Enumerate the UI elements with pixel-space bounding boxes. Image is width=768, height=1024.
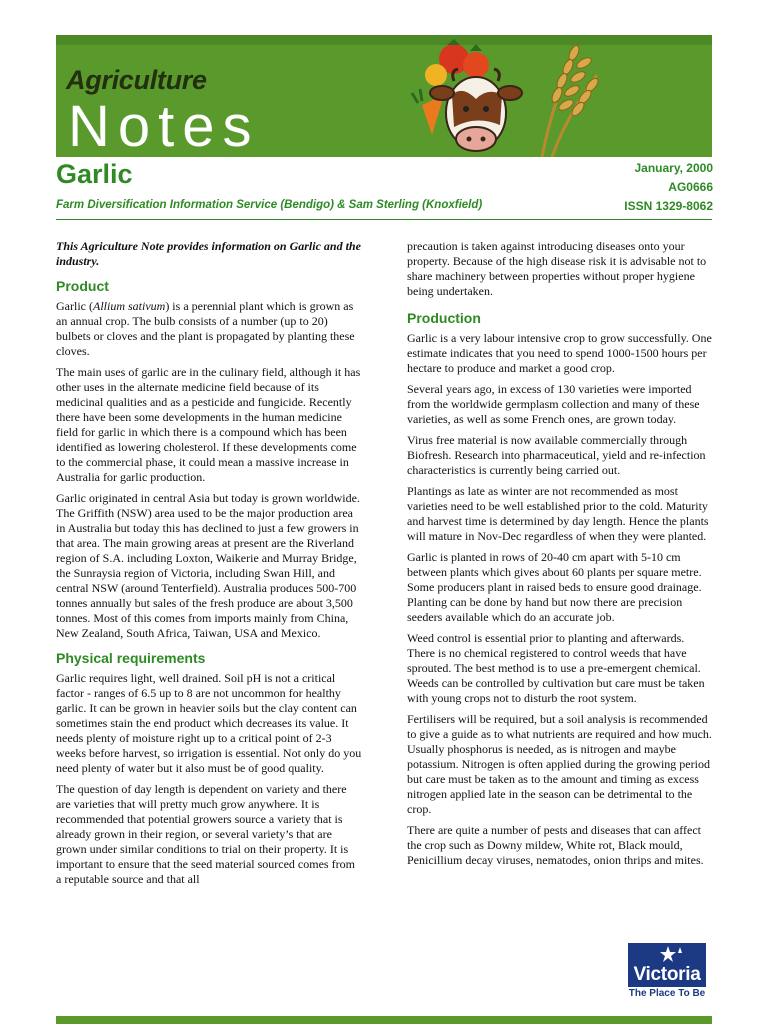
production-paragraph-1: Garlic is a very labour intensive crop to grow successfully. One estimate indicates that you need to spend 1000-1500 hours per hectare to produce and market a good crop. <box>407 331 712 375</box>
issn-number: ISSN 1329-8062 <box>624 199 713 213</box>
document-title: Garlic <box>56 159 133 189</box>
production-paragraph-2: Several years ago, in excess of 130 varieties were imported from the worldwide germplasm collection and many of these varieties, as well as some French ones, are grown today. <box>407 382 700 426</box>
latin-name: Allium sativum <box>92 299 166 313</box>
continued-paragraph: precaution is taken against introducing diseases onto your property. Because of the high disease risk it is advisable not to share machinery between properties without proper hygiene being undertaken. <box>407 239 707 298</box>
intro-paragraph: This Agriculture Note provides information on Garlic and the industry. <box>56 239 361 268</box>
title-divider <box>56 219 712 220</box>
banner-series-title: Notes <box>68 94 260 157</box>
production-paragraph-6: Weed control is essential prior to planting and afterwards. There is no chemical registered to control weeds that have sprouted. The best method is to use a pre-emergent chemical. Weeds can be controlled by cultivation but care must be taken with young crops not to disturb the root system. <box>407 631 705 705</box>
footer-bar <box>56 1016 712 1024</box>
product-paragraph-1: Garlic (Allium sativum) is a perennial plant which is grown as an annual crop. The bulb consists of a number (up to 20) bulbets or cloves and the plant is propagated by planting these cloves. <box>56 299 355 358</box>
publication-date: January, 2000 <box>634 161 713 175</box>
banner-brand: Agriculture <box>66 65 207 95</box>
left-column <box>56 239 362 893</box>
victoria-tagline: The Place To Be <box>628 988 706 999</box>
production-paragraph-5: Garlic is planted in rows of 20-40 cm apart with 5-10 cm between plants which gives about 60 plants per square metre. Some producers plant in raised beds to ensure good drainage. Planting can be done by hand but now there are precision seeders available which do an accurate job. <box>407 550 702 624</box>
farm-produce-illustration <box>392 35 602 157</box>
tomato-icon <box>463 52 489 78</box>
physical-paragraph-2: The question of day length is dependent on variety and there are varieties that will pretty much grow anywhere. It is recommended that potential growers source a variety that is already grown in their region, or several variety’s that are grown under similar conditions to trial on their property. It is important to ensure that the seed material sourced comes from a reputable source and that all <box>56 782 355 886</box>
production-paragraph-8: There are quite a number of pests and diseases that can affect the crop such as Downy mildew, White rot, Black mould, Penicillium decay viruses, nematodes, onion thrips and mites. <box>407 823 704 867</box>
header-banner <box>56 35 712 157</box>
product-paragraph-2: The main uses of garlic are in the culinary field, although it has other uses in the alternate medicine field because of its medicinal qualities and as a pesticide and fungicide. Recently there have been some developments in the human medicine field for garlic in which there is a compound which has been identified as lowering cholesterol. If these developments come to the commercial phase, it could mean a massive increase in Australia for garlic production. <box>56 365 361 484</box>
physical-requirements-heading: Physical requirements <box>56 650 206 666</box>
production-heading: Production <box>407 310 481 326</box>
physical-paragraph-1: Garlic requires light, well drained. Soil pH is not a critical factor - ranges of 6.5 up to 8 are not uncommon for healthy garlic. It can be grown in heavier soils but the clay content can sometimes stain the end product which decreases its value. It needs plenty of moisture right up to a critical point of 2-3 weeks before harvest, so irrigation is essential. Not only do you need plenty of water but it also must be of good quality. <box>56 671 362 775</box>
victoria-logo <box>628 943 706 1001</box>
victoria-wordmark: Victoria <box>633 964 701 985</box>
production-paragraph-7: Fertilisers will be required, but a soil analysis is recommended to give a guide as to what nutrients are required and how much. Usually phosphorus is needed, as is nitrogen and maybe potassium. Nitrogen is often applied during the growing period but care must be taken as to the amount and timing as excess nitrogen applied late in the season can be detrimental to the crop. <box>407 712 712 816</box>
right-column <box>407 239 713 874</box>
production-paragraph-3: Virus free material is now available commercially through Biofresh. Research into pharmaceutical, yield and re-infection characteristics is currently being carried out. <box>407 433 706 477</box>
fruit-icon <box>425 64 447 86</box>
document-code: AG0666 <box>668 180 713 194</box>
wheat-icon <box>542 44 600 157</box>
carrot-icon <box>422 95 444 135</box>
document-authors: Farm Diversification Information Service (Bendigo) & Sam Sterling (Knoxfield) <box>56 199 483 211</box>
product-heading: Product <box>56 278 109 294</box>
production-paragraph-4: Plantings as late as winter are not recommended as most varieties need to be well established prior to the cold. Maturity and harvest time is determined by day length. Hence the plants will mature in Nov-Dec regardless of when they were planted. <box>407 484 709 543</box>
banner-stripe <box>56 35 712 45</box>
product-paragraph-3: Garlic originated in central Asia but today is grown worldwide. The Griffith (NSW) area used to be the major production area in Australia but today this has declined to just a few growers in that area. The main growing areas at present are the Riverland region of S.A. including Loxton, Waikerie and Murray Bridge, the Sunraysia region of Victoria, including Swan Hill, and central NSW (around Tenterfield). Australia produces 500-700 tonnes annually but sales of the fresh produce are about 3,500 tonnes. Most of this comes from imports mainly from China, New Zealand, South Africa, Taiwan, USA and Mexico. <box>56 491 360 640</box>
